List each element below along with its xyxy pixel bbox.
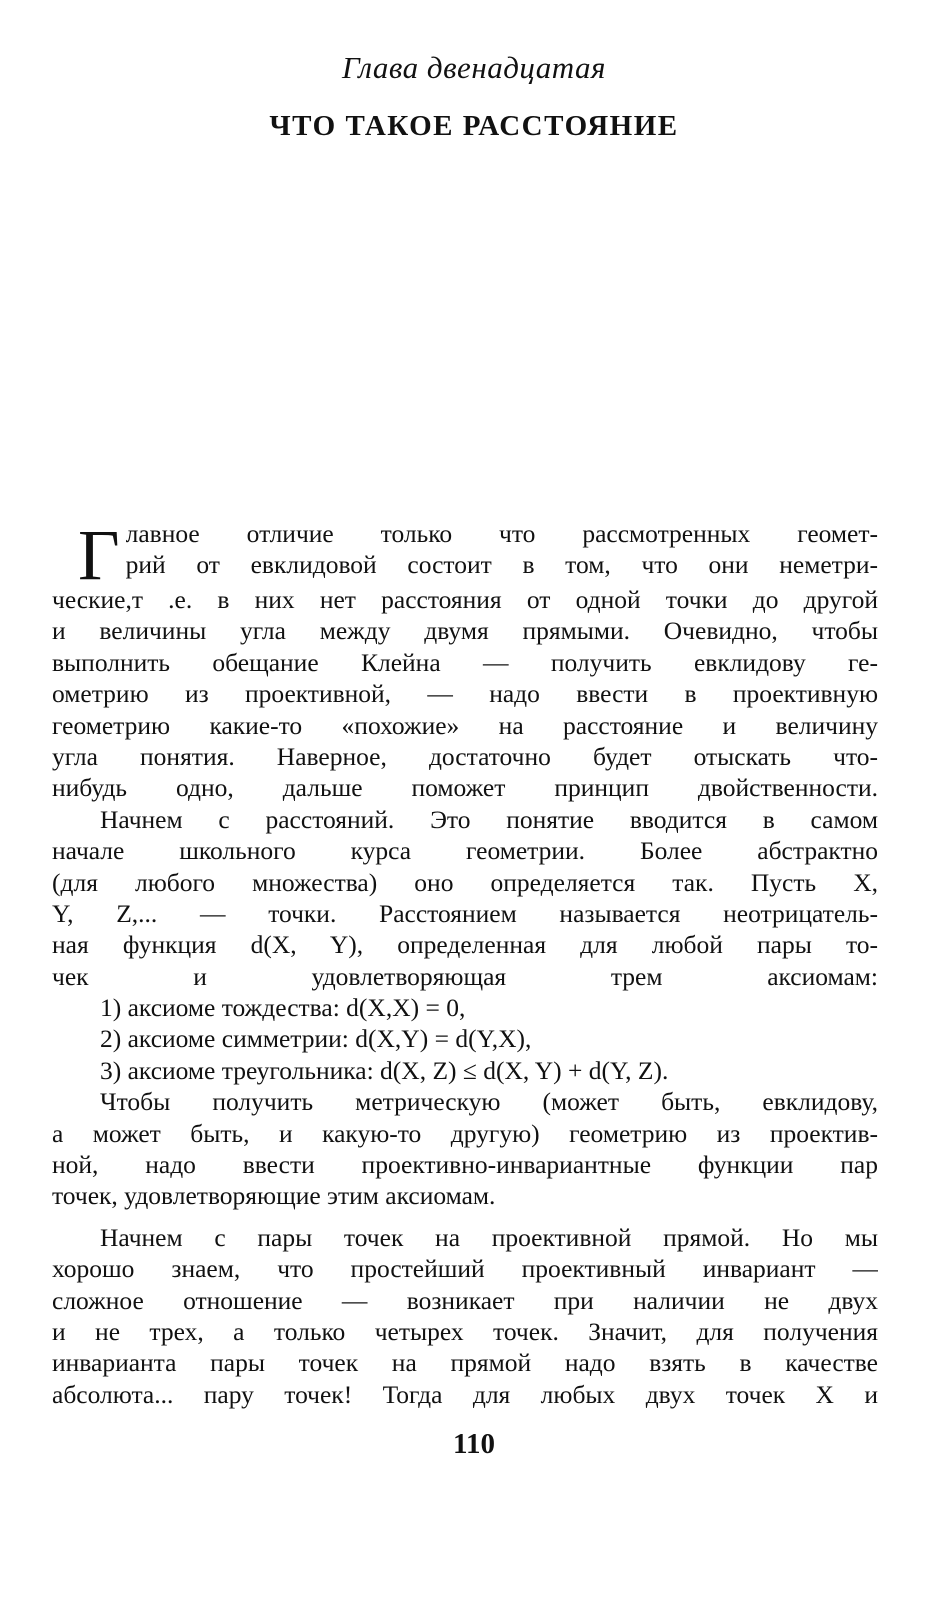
text-line: чек и удовлетворяющая трем аксиомам: xyxy=(52,961,878,991)
text-line: и величины угла между двумя прямыми. Очевидно, чтобы xyxy=(52,616,878,646)
body-text xyxy=(52,515,878,1410)
text-line: Начнем с пары точек на проективной прямой. Но мы xyxy=(100,1222,878,1252)
text-line: сложное отношение — возникает при наличии не двух xyxy=(52,1285,878,1315)
text-line: начале школьного курса геометрии. Более абстрактно xyxy=(52,836,878,866)
text-line: геометрию какие-то «похожие» на расстояние и величину xyxy=(52,710,878,740)
paragraph-2 xyxy=(52,804,878,992)
text-line: угла понятия. Наверное, достаточно будет отыскать что- xyxy=(52,741,878,771)
text-line: Y, Z,... — точки. Расстоянием называется неотрицатель- xyxy=(52,898,878,928)
text-line: инварианта пары точек на прямой надо взять в качестве xyxy=(52,1348,878,1378)
axiom-list xyxy=(52,992,878,1086)
text-line: (для любого множества) оно определяется так. Пусть X, xyxy=(52,867,878,897)
text-line: Чтобы получить метрическую (может быть, евклидову, xyxy=(100,1087,878,1117)
text-line: ческие,т .е. в них нет расстояния от одной точки до другой xyxy=(52,585,878,614)
text-line: рий от евклидовой состоит в том, что они неметри- xyxy=(125,550,878,580)
text-line: хорошо знаем, что простейший проективный инвариант — xyxy=(52,1254,878,1284)
text-line: лавное отличие только что рассмотренных геомет- xyxy=(125,519,878,548)
drop-cap: Г xyxy=(78,515,120,595)
text-line: выполнить обещание Клейна — получить евклидову ге- xyxy=(52,647,878,677)
page-number: 110 xyxy=(453,1428,495,1460)
paragraph-1 xyxy=(52,515,878,804)
text-line: ная функция d(X, Y), определенная для любой пары то- xyxy=(52,930,878,960)
text-line: ометрию из проективной, — надо ввести в проективную xyxy=(52,679,878,709)
text-line: и не трех, а только четырех точек. Значит, для получения xyxy=(52,1316,878,1346)
text-line: Начнем с расстояний. Это понятие вводится в самом xyxy=(100,804,878,834)
text-line: а может быть, и какую-то другую) геометрию из проектив- xyxy=(52,1118,878,1148)
paragraph-3 xyxy=(52,1086,878,1212)
chapter-label: Глава двенадцатая xyxy=(342,50,606,85)
paragraph-4 xyxy=(52,1222,878,1410)
text-line: нибудь одно, дальше поможет принцип двойственности. xyxy=(52,773,878,803)
paragraph-gap xyxy=(52,1212,878,1222)
axiom-item: 1) аксиоме тождества: d(X,X) = 0, xyxy=(100,993,466,1023)
axiom-item: 3) аксиоме треугольника: d(X, Z) ≤ d(X, Y) + d(Y, Z). xyxy=(100,1055,669,1085)
text-line: ной, надо ввести проективно-инвариантные функции пар xyxy=(52,1150,878,1180)
chapter-title: ЧТО ТАКОЕ РАССТОЯНИЕ xyxy=(269,110,679,142)
axiom-item: 2) аксиоме симметрии: d(X,Y) = d(Y,X), xyxy=(100,1024,532,1054)
text-line: абсолюта... пару точек! Тогда для любых двух точек X и xyxy=(52,1379,878,1409)
text-line: точек, удовлетворяющие этим аксиомам. xyxy=(52,1181,496,1211)
